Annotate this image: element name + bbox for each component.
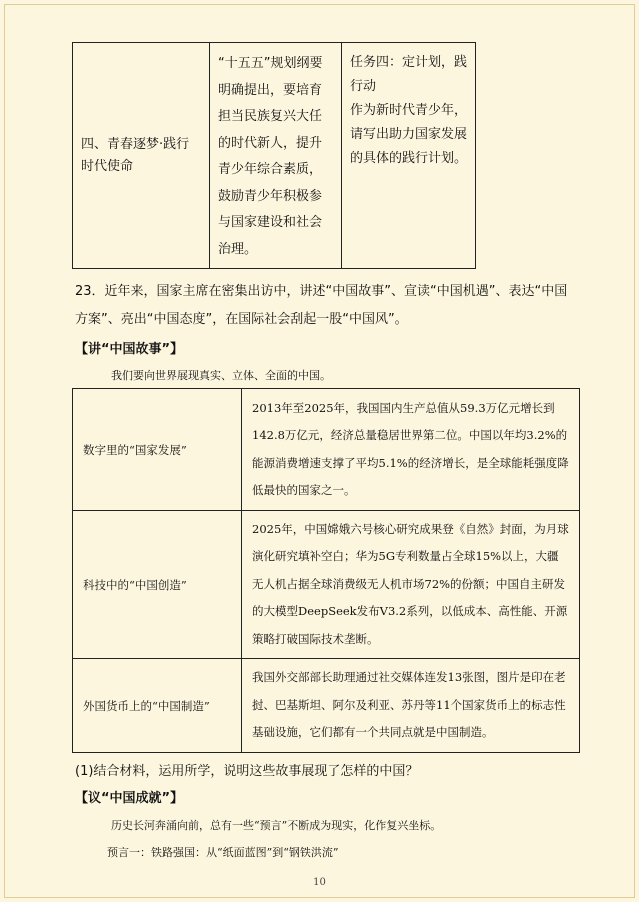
row-content: 我国外交部部长助理通过社交媒体连发13张图，图片是印在老挝、巴基斯坦、阿尔及利亚、苏丹等11个国家货币上的标志性基础设施，它们都有一个共同点就是中国制造。 xyxy=(242,659,580,753)
task-table xyxy=(72,42,476,269)
question-23-stem: 23．近年来，国家主席在密集出访中，讲述“中国故事”、宣读“中国机遇”、表达“中国方案”、亮出“中国态度”，在国际社会刮起一股“中国风”。 xyxy=(75,284,568,327)
table-row xyxy=(73,511,580,659)
task-body: 作为新时代青少年，请写出助力国家发展的具体的践行计划。 xyxy=(350,103,468,166)
table-row xyxy=(73,659,580,753)
task-material-cell xyxy=(210,43,342,269)
section-paragraph-2: 预言一：铁路强国：从“纸面蓝图”到“钢铁洪流” xyxy=(107,846,339,859)
task-content-cell xyxy=(342,43,476,269)
question-1: (1)结合材料，运用所学，说明这些故事展现了怎样的中国？ xyxy=(75,764,419,779)
row-label: 外国货币上的“中国制造” xyxy=(73,659,242,753)
table-row xyxy=(73,43,476,269)
section-paragraph-1: 历史长河奔涌向前，总有一些“预言”不断成为现实，化作复兴坐标。 xyxy=(111,819,442,832)
table-row xyxy=(73,389,580,511)
row-label: 数字里的“国家发展” xyxy=(73,389,242,511)
section-heading-china-achievements: 【议“中国成就”】 xyxy=(75,791,184,806)
section-intro: 我们要向世界展现真实、立体、全面的中国。 xyxy=(111,369,331,382)
task-topic-cell xyxy=(73,43,210,269)
row-label: 科技中的“中国创造” xyxy=(73,511,242,659)
page-number: 10 xyxy=(313,877,326,888)
row-content: 2025年，中国嫦娥六号核心研究成果登《自然》封面，为月球演化研究填补空白；华为5G专利数量占全球15%以上，大疆无人机占据全球消费级无人机市场72%的份额；中国自主研发的大模型DeepSeek发布V3.2系列，以低成本、高性能、开源策略打破国际技术垄断。 xyxy=(242,511,580,659)
task-material: “十五五”规划纲要明确提出，要培育担当民族复兴大任的时代新人，提升青少年综合素质，鼓励青少年积极参与国家建设和社会治理。 xyxy=(218,56,323,257)
china-story-table xyxy=(72,388,580,753)
row-content: 2013年至2025年，我国国内生产总值从59.3万亿元增长到142.8万亿元，经济总量稳居世界第二位。中国以年均3.2%的能源消费增速支撑了平均5.1%的经济增长，是全球能耗强度降低最快的国家之一。 xyxy=(242,389,580,511)
section-heading-china-story: 【讲“中国故事”】 xyxy=(75,342,184,357)
task-title: 任务四：定计划，践行动 xyxy=(350,55,468,94)
task-topic: 四、青春逐梦·践行时代使命 xyxy=(81,136,190,174)
